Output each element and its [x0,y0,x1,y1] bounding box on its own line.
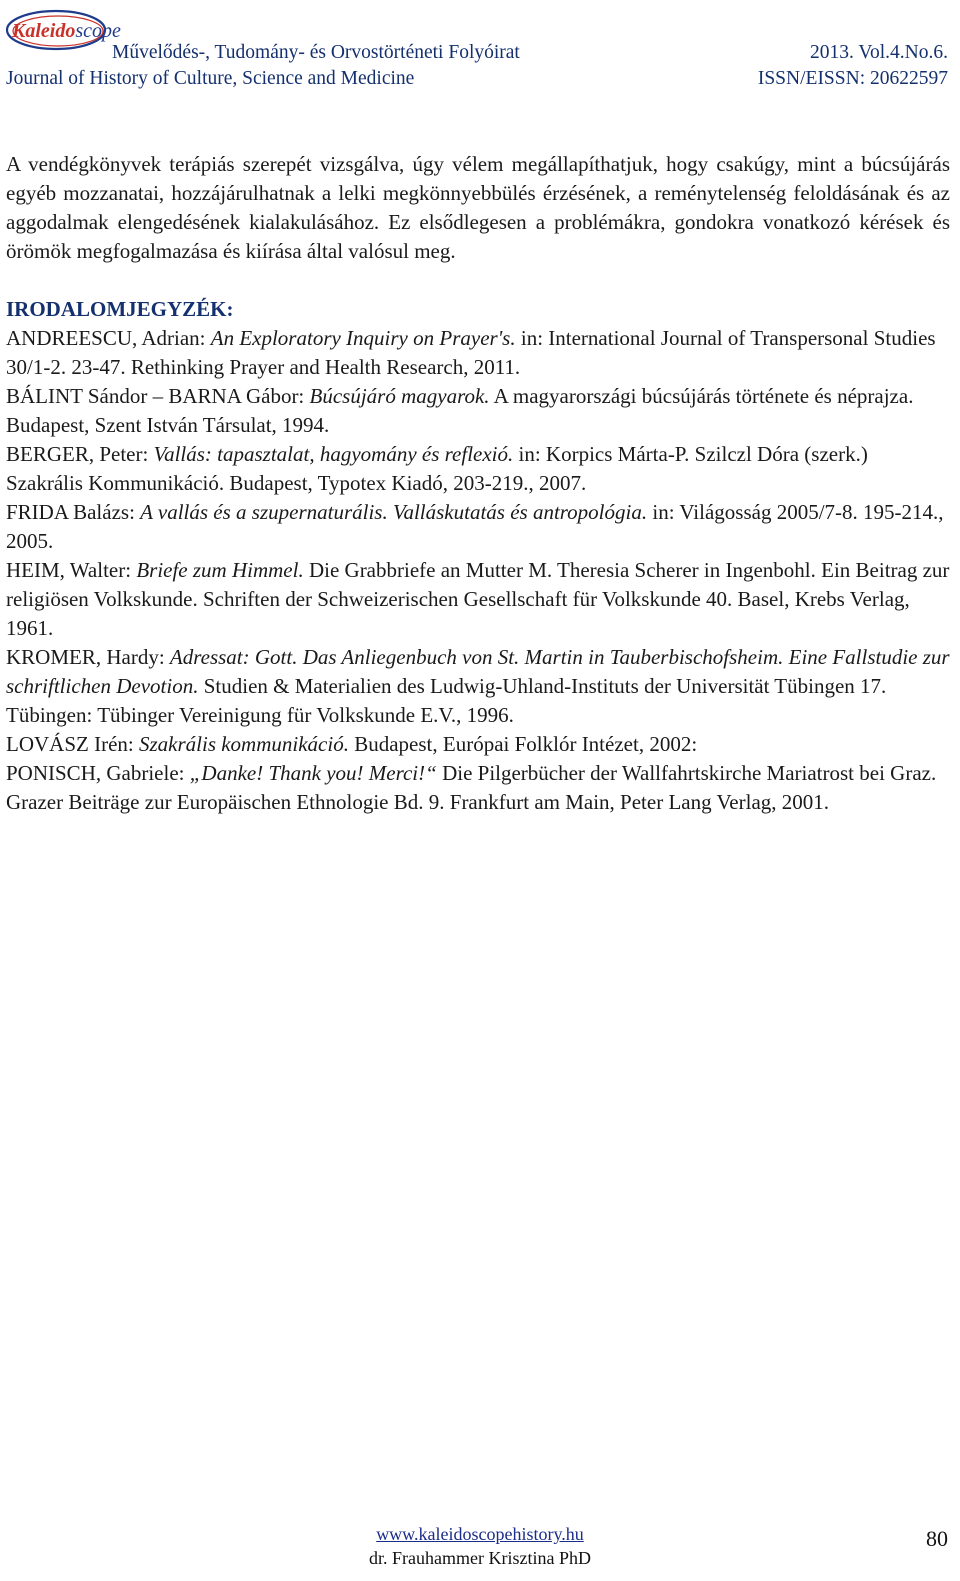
page-number: 80 [926,1526,948,1551]
issn-info: ISSN/EISSN: 20622597 [757,68,948,89]
footer-author: dr. Frauhammer Krisztina PhD [369,1548,591,1568]
reference-item: HEIM, Walter: Briefe zum Himmel. Die Grabbriefe an Mutter M. Theresia Scherer in Ingenbohl. Ein Beitrag zur religiösen Volkskunde. Schriften der Schweizerischen Gesellschaft für Volkskunde 40. Basel, Krebs Verlag, 1961. [6,558,950,640]
issue-info: 2013. Vol.4.No.6. [810,42,948,63]
reference-item: FRIDA Balázs: A vallás és a szupernaturális. Valláskutatás és antropológia. in: Világosság 2005/7-8. 195-214., 2005. [6,500,944,553]
svg-text:Kaleidoscope: Kaleidoscope [12,20,121,42]
reference-item: KROMER, Hardy: Adressat: Gott. Das Anliegenbuch von St. Martin in Tauberbischofsheim. Eine Fallstudie zur schriftlichen Devotion. Studien & Materialien des Ludwig-Uhland-Instituts der Universität Tübingen 17. Tübingen: Tübinger Vereinigung für Volkskunde E.V., 1996. [6,645,950,727]
body-paragraph: A vendégkönyvek terápiás szerepét vizsgálva, úgy vélem megállapíthatjuk, hogy csakúgy, mint a búcsújárás egyéb mozzanatai, hozzájárulhatnak a lelki megkönnyebbülés érzésének, a reménytelenség feloldásának és az aggodalmak elengedésének kialakulásához. Ez elsődlegesen a problémákra, gondokra vonatkozó kérések és örömök megfogalmazása és kiírása által valósul meg. [6,152,950,263]
footer-website-link[interactable]: www.kaleidoscopehistory.hu [376,1524,584,1544]
journal-title-hungarian: Művelődés-, Tudomány- és Orvostörténeti Folyóirat [112,42,520,63]
reference-item: BERGER, Peter: Vallás: tapasztalat, hagyomány és reflexió. in: Korpics Márta-P. Szilczl Dóra (szerk.) Szakrális Kommunikáció. Budapest, Typotex Kiadó, 203-219., 2007. [6,442,868,495]
reference-item: PONISCH, Gabriele: „Danke! Thank you! Merci!“ Die Pilgerbücher der Wallfahrtskirche Mariatrost bei Graz. Grazer Beiträge zur Europäischen Ethnologie Bd. 9. Frankfurt am Main, Peter Lang Verlag, 2001. [6,761,937,814]
reference-item: ANDREESCU, Adrian: An Exploratory Inquiry on Prayer's. in: International Journal of Transpersonal Studies 30/1-2. 23-47. Rethinking Prayer and Health Research, 2011. [6,326,936,379]
journal-title-english: Journal of History of Culture, Science and Medicine [6,68,415,89]
reference-item: BÁLINT Sándor – BARNA Gábor: Búcsújáró magyarok. A magyarországi búcsújárás története és néprajza. Budapest, Szent István Társulat, 1994. [6,384,914,437]
bibliography-list [6,324,950,817]
article-body [6,150,950,817]
bibliography-heading: IRODALOMJEGYZÉK: [6,297,234,321]
reference-item: LOVÁSZ Irén: Szakrális kommunikáció. Budapest, Európai Folklór Intézet, 2002: [6,732,698,756]
